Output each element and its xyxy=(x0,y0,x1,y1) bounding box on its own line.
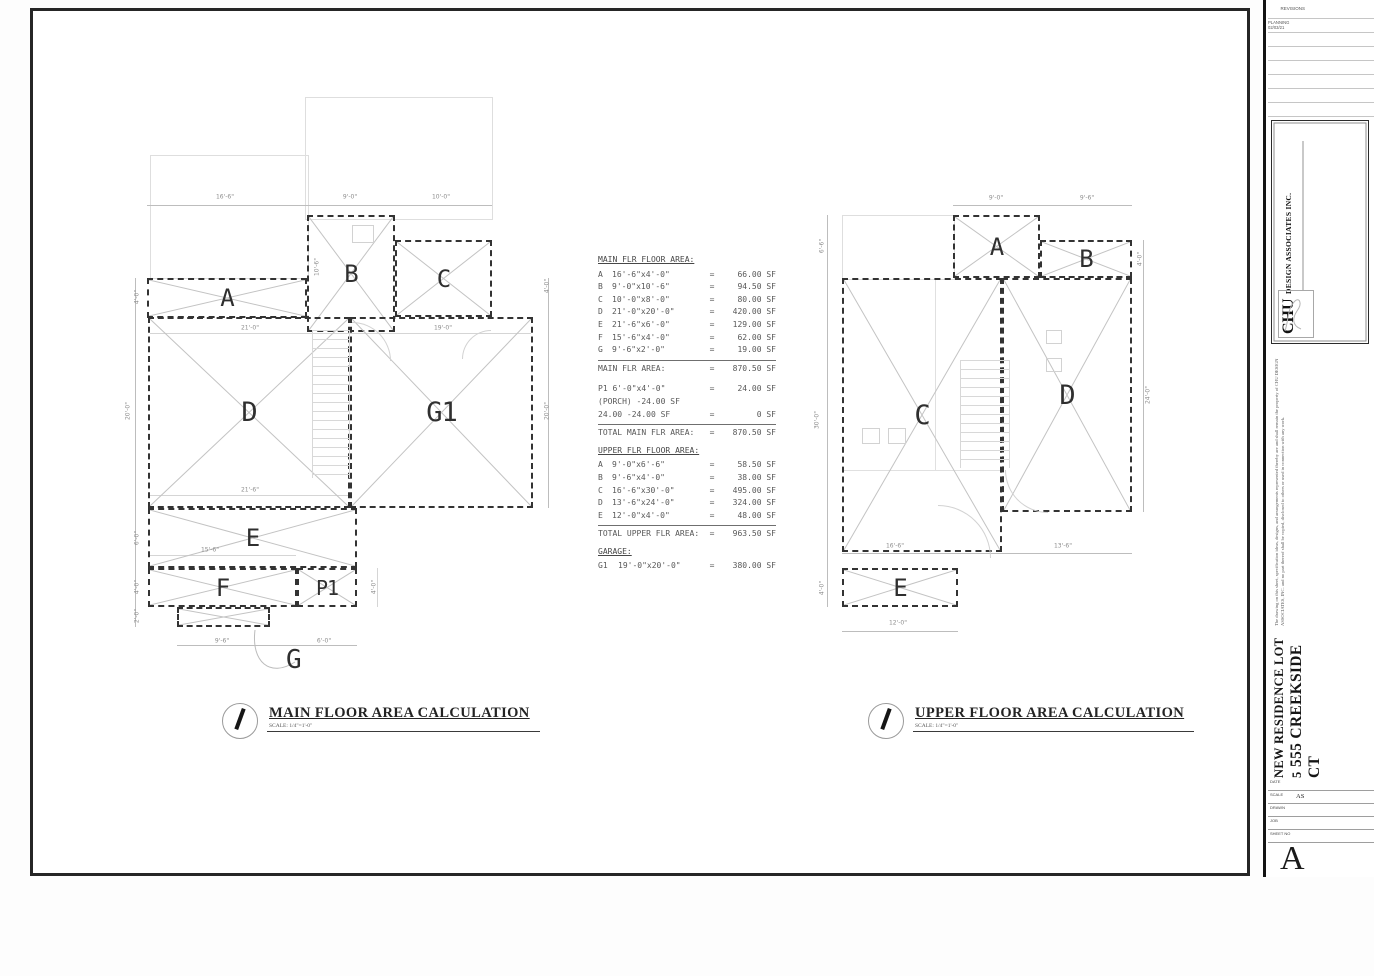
dim-line xyxy=(842,631,958,632)
table-row xyxy=(598,383,776,396)
table-row xyxy=(598,306,776,319)
dim-label: 9'-0" xyxy=(342,193,358,201)
dim-line xyxy=(147,205,492,206)
dim-label: 21'-6" xyxy=(240,486,260,494)
row-letter: B xyxy=(598,282,603,292)
equals-sign: = xyxy=(709,409,715,419)
area-region-upper-e xyxy=(842,568,958,607)
firm-address-line xyxy=(1302,141,1304,291)
table-row xyxy=(598,485,776,498)
dim-label: 16'-6" xyxy=(885,542,905,550)
equals-sign: = xyxy=(709,319,715,329)
area-calc-table xyxy=(598,249,776,573)
dim-label: 4'-0" xyxy=(370,579,378,595)
table-row xyxy=(598,332,776,345)
project-line-2: 555 CREEKSIDE CT xyxy=(1288,644,1323,778)
table-row-total xyxy=(598,528,776,541)
dim-label: 6'-6" xyxy=(818,238,826,254)
field-job-label: JOB xyxy=(1270,818,1278,823)
row-value: 324.00 SF xyxy=(732,498,776,508)
dim-label: 4'-0" xyxy=(818,580,826,596)
dim-line xyxy=(548,278,549,508)
dim-label: 12'-0" xyxy=(888,619,908,627)
row-letter: E xyxy=(598,510,603,520)
row-letter: A xyxy=(598,269,603,279)
plumbing-fixture xyxy=(1046,358,1062,372)
region-label: A xyxy=(220,284,234,312)
row-value: 80.00 SF xyxy=(737,294,776,304)
region-label: E xyxy=(893,573,907,602)
row-dims: 12'-0"x4'-0" xyxy=(612,510,670,520)
area-region-main-f xyxy=(148,568,297,607)
row-letter: G1 xyxy=(598,561,608,571)
dim-line xyxy=(1143,240,1144,512)
row-letter: C xyxy=(598,485,603,495)
row-dims: 10'-0"x8'-0" xyxy=(612,294,670,304)
region-label: B xyxy=(344,259,358,288)
faint-outline xyxy=(305,97,493,220)
upper-plan-scale: SCALE: 1/4"=1'-0" xyxy=(915,723,959,729)
equals-sign: = xyxy=(709,498,715,508)
area-region-main-c xyxy=(395,240,492,317)
upper-plan-title: UPPER FLOOR AREA CALCULATION xyxy=(915,705,1185,721)
table-row xyxy=(598,269,776,282)
stairs xyxy=(960,360,1010,468)
equals-sign: = xyxy=(709,428,715,438)
row-dims: 21'-6"x6'-0" xyxy=(612,319,670,329)
dim-label: 10'-0" xyxy=(431,193,451,201)
dim-label: 24'-0" xyxy=(1144,385,1152,405)
equals-sign: = xyxy=(709,332,715,342)
region-label: A xyxy=(989,232,1004,261)
dim-line xyxy=(827,215,828,607)
table-row xyxy=(598,472,776,485)
row-value: 19.00 SF xyxy=(737,345,776,355)
equals-sign: = xyxy=(709,294,715,304)
area-region-main-e xyxy=(148,508,357,568)
total-label: TOTAL UPPER FLR AREA: xyxy=(598,529,700,539)
faint-outline xyxy=(150,155,309,279)
dim-label: 20'-0" xyxy=(543,401,551,421)
table-divider xyxy=(598,424,776,425)
row-dims: 16'-6"x30'-0" xyxy=(612,485,675,495)
row-value: 0 SF xyxy=(756,409,776,419)
dim-label: 2'-0" xyxy=(133,608,141,624)
row-letter: C xyxy=(598,294,603,304)
region-label: P1 xyxy=(315,575,339,600)
row-dims: 19'-0"x20'-0" xyxy=(618,561,681,571)
dim-label: 9'-6" xyxy=(214,637,230,645)
firm-logo xyxy=(1278,290,1314,338)
equals-sign: = xyxy=(709,307,715,317)
dim-label: 30'-0" xyxy=(813,410,821,430)
sink-fixture xyxy=(888,428,906,444)
dim-label: 20'-0" xyxy=(124,401,132,421)
region-label: C xyxy=(914,399,930,431)
main-plan-scale: SCALE: 1/4"=1'-0" xyxy=(269,723,313,729)
table-row xyxy=(598,409,776,422)
table-header-main: MAIN FLR FLOOR AREA: xyxy=(598,255,695,264)
subtotal-label: MAIN FLR AREA: xyxy=(598,363,666,373)
plumbing-fixture xyxy=(352,225,374,243)
total-value: 870.50 SF xyxy=(732,428,776,438)
row-dims: 15'-6"x4'-0" xyxy=(612,332,670,342)
row-letter: D xyxy=(598,307,603,317)
equals-sign: = xyxy=(709,472,715,482)
row-dims: 9'-0"x6'-6" xyxy=(612,460,665,470)
dim-label: 6'-0" xyxy=(133,530,141,546)
dim-label: 4'-0" xyxy=(133,289,141,305)
row-value: 24.00 SF xyxy=(737,384,776,394)
region-label: F xyxy=(215,573,230,602)
subtotal-value: 870.50 SF xyxy=(732,363,776,373)
row-letter: D xyxy=(598,498,603,508)
revisions-table xyxy=(1268,5,1374,117)
table-row xyxy=(598,560,776,573)
field-scale-label: SCALE xyxy=(1270,792,1284,797)
field-scale-value: AS xyxy=(1296,793,1305,800)
dim-label: 9'-6" xyxy=(1079,194,1095,202)
dim-label: 4'-0" xyxy=(543,278,551,294)
dim-label: 4'-0" xyxy=(1136,251,1144,267)
row-value: 420.00 SF xyxy=(732,307,776,317)
table-row xyxy=(598,396,776,409)
row-dims: 21'-0"x20'-0" xyxy=(612,307,675,317)
detail-marker-icon xyxy=(868,703,904,739)
region-label: B xyxy=(1079,245,1093,273)
equals-sign: = xyxy=(709,460,715,470)
dim-label: 4'-0" xyxy=(133,579,141,595)
equals-sign: = xyxy=(709,485,715,495)
row-letter: G xyxy=(598,345,603,355)
region-label: D xyxy=(1059,379,1075,411)
equals-sign: = xyxy=(709,529,715,539)
row-value: 58.50 SF xyxy=(737,460,776,470)
row-value: 48.00 SF xyxy=(737,510,776,520)
field-sheet-label: SHEET NO xyxy=(1270,831,1291,836)
equals-sign: = xyxy=(709,510,715,520)
row-dims: 13'-6"x24'-0" xyxy=(612,498,675,508)
table-row-total xyxy=(598,427,776,440)
table-row-subtotal xyxy=(598,363,776,376)
region-label-g: G xyxy=(286,645,301,675)
row-value: 129.00 SF xyxy=(732,319,776,329)
dim-label: 9'-0" xyxy=(988,194,1004,202)
row-letter: E xyxy=(598,319,603,329)
row-value: 94.50 SF xyxy=(737,282,776,292)
revisions-header: REVISIONS xyxy=(1280,6,1305,11)
region-label: D xyxy=(241,397,257,428)
table-row xyxy=(598,294,776,307)
upper-plan-title-block xyxy=(868,703,1194,739)
dim-label: 19'-0" xyxy=(433,324,453,332)
title-block-fields xyxy=(1268,778,1374,877)
total-value: 963.50 SF xyxy=(732,529,776,539)
firm-box xyxy=(1271,120,1369,344)
equals-sign: = xyxy=(709,363,715,373)
detail-marker-icon xyxy=(222,703,258,739)
faint-outline xyxy=(842,215,955,280)
area-region-main-a xyxy=(147,278,307,318)
row-letter: F xyxy=(598,332,603,342)
table-header-upper: UPPER FLR FLOOR AREA: xyxy=(598,445,700,455)
row-letter: A xyxy=(598,460,603,470)
dim-line xyxy=(135,278,136,627)
row-dims: 9'-0"x10'-6" xyxy=(612,282,670,292)
region-label: G1 xyxy=(426,397,457,428)
field-drawn-label: DRAWN xyxy=(1270,805,1285,810)
sheet-number: A xyxy=(1280,840,1305,877)
table-row xyxy=(598,510,776,523)
table-row xyxy=(598,319,776,332)
dim-label: 13'-6" xyxy=(1053,542,1073,550)
dim-label: 16'-6" xyxy=(215,193,235,201)
row-value: 380.00 SF xyxy=(732,561,776,571)
table-row xyxy=(598,459,776,472)
row-value: 66.00 SF xyxy=(737,269,776,279)
row-dims: 24.00 -24.00 SF xyxy=(598,409,671,419)
row-dims: (PORCH) -24.00 SF xyxy=(598,396,680,406)
dim-label: 21'-0" xyxy=(240,324,260,332)
sink-fixture xyxy=(862,428,880,444)
table-divider xyxy=(598,360,776,361)
field-date-label: DATE xyxy=(1270,779,1281,784)
row-value: 495.00 SF xyxy=(732,485,776,495)
region-label: C xyxy=(436,264,451,293)
equals-sign: = xyxy=(709,561,715,571)
main-plan-title: MAIN FLOOR AREA CALCULATION xyxy=(269,705,530,721)
firm-name: CHU DESIGN ASSOCIATES INC. xyxy=(1280,192,1297,334)
dim-label: 15'-6" xyxy=(200,546,220,554)
row-value: 62.00 SF xyxy=(737,332,776,342)
project-title xyxy=(1270,628,1324,780)
equals-sign: = xyxy=(709,269,715,279)
row-letter: B xyxy=(598,472,603,482)
region-label: E xyxy=(245,524,260,552)
equals-sign: = xyxy=(709,345,715,355)
stairs xyxy=(312,330,350,478)
table-row xyxy=(598,281,776,294)
area-region-upper-a xyxy=(953,215,1040,278)
table-row xyxy=(598,497,776,510)
total-label: TOTAL MAIN FLR AREA: xyxy=(598,428,695,438)
equals-sign: = xyxy=(709,282,715,292)
plumbing-fixture xyxy=(1046,330,1062,344)
title-block-strip xyxy=(1263,0,1374,877)
table-header-garage: GARAGE: xyxy=(598,546,632,556)
row-value: 38.00 SF xyxy=(737,472,776,482)
dim-label: 6'-0" xyxy=(316,637,332,645)
equals-sign: = xyxy=(709,384,715,394)
row-dims: 9'-6"x2'-0" xyxy=(612,345,665,355)
main-plan-title-block xyxy=(222,703,540,739)
project-line-1: NEW RESIDENCE LOT 5 xyxy=(1272,637,1304,778)
dim-label: 10'-6" xyxy=(313,257,321,277)
row-dims: 9'-6"x4'-0" xyxy=(612,472,665,482)
logo-sketch-icon xyxy=(1279,291,1311,335)
row-dims: P1 6'-0"x4'-0" xyxy=(598,384,666,394)
area-region-upper-b xyxy=(1040,240,1132,278)
revision-entry: PLANNING 02/03/21 xyxy=(1268,20,1290,30)
dim-line xyxy=(953,205,1132,206)
table-divider xyxy=(598,525,776,526)
disclaimer-text: The drawing on this sheet, specification ideas, designs, and arrangements represented thereby are and shall remain the property of CHU DESIGN ASSOCIATES, INC. and no part thereof shall be copied, disclosed to others or used in connection with any work. xyxy=(1274,358,1285,626)
area-region-main-p1 xyxy=(297,568,357,607)
table-row xyxy=(598,344,776,357)
row-dims: 16'-6"x4'-0" xyxy=(612,269,670,279)
